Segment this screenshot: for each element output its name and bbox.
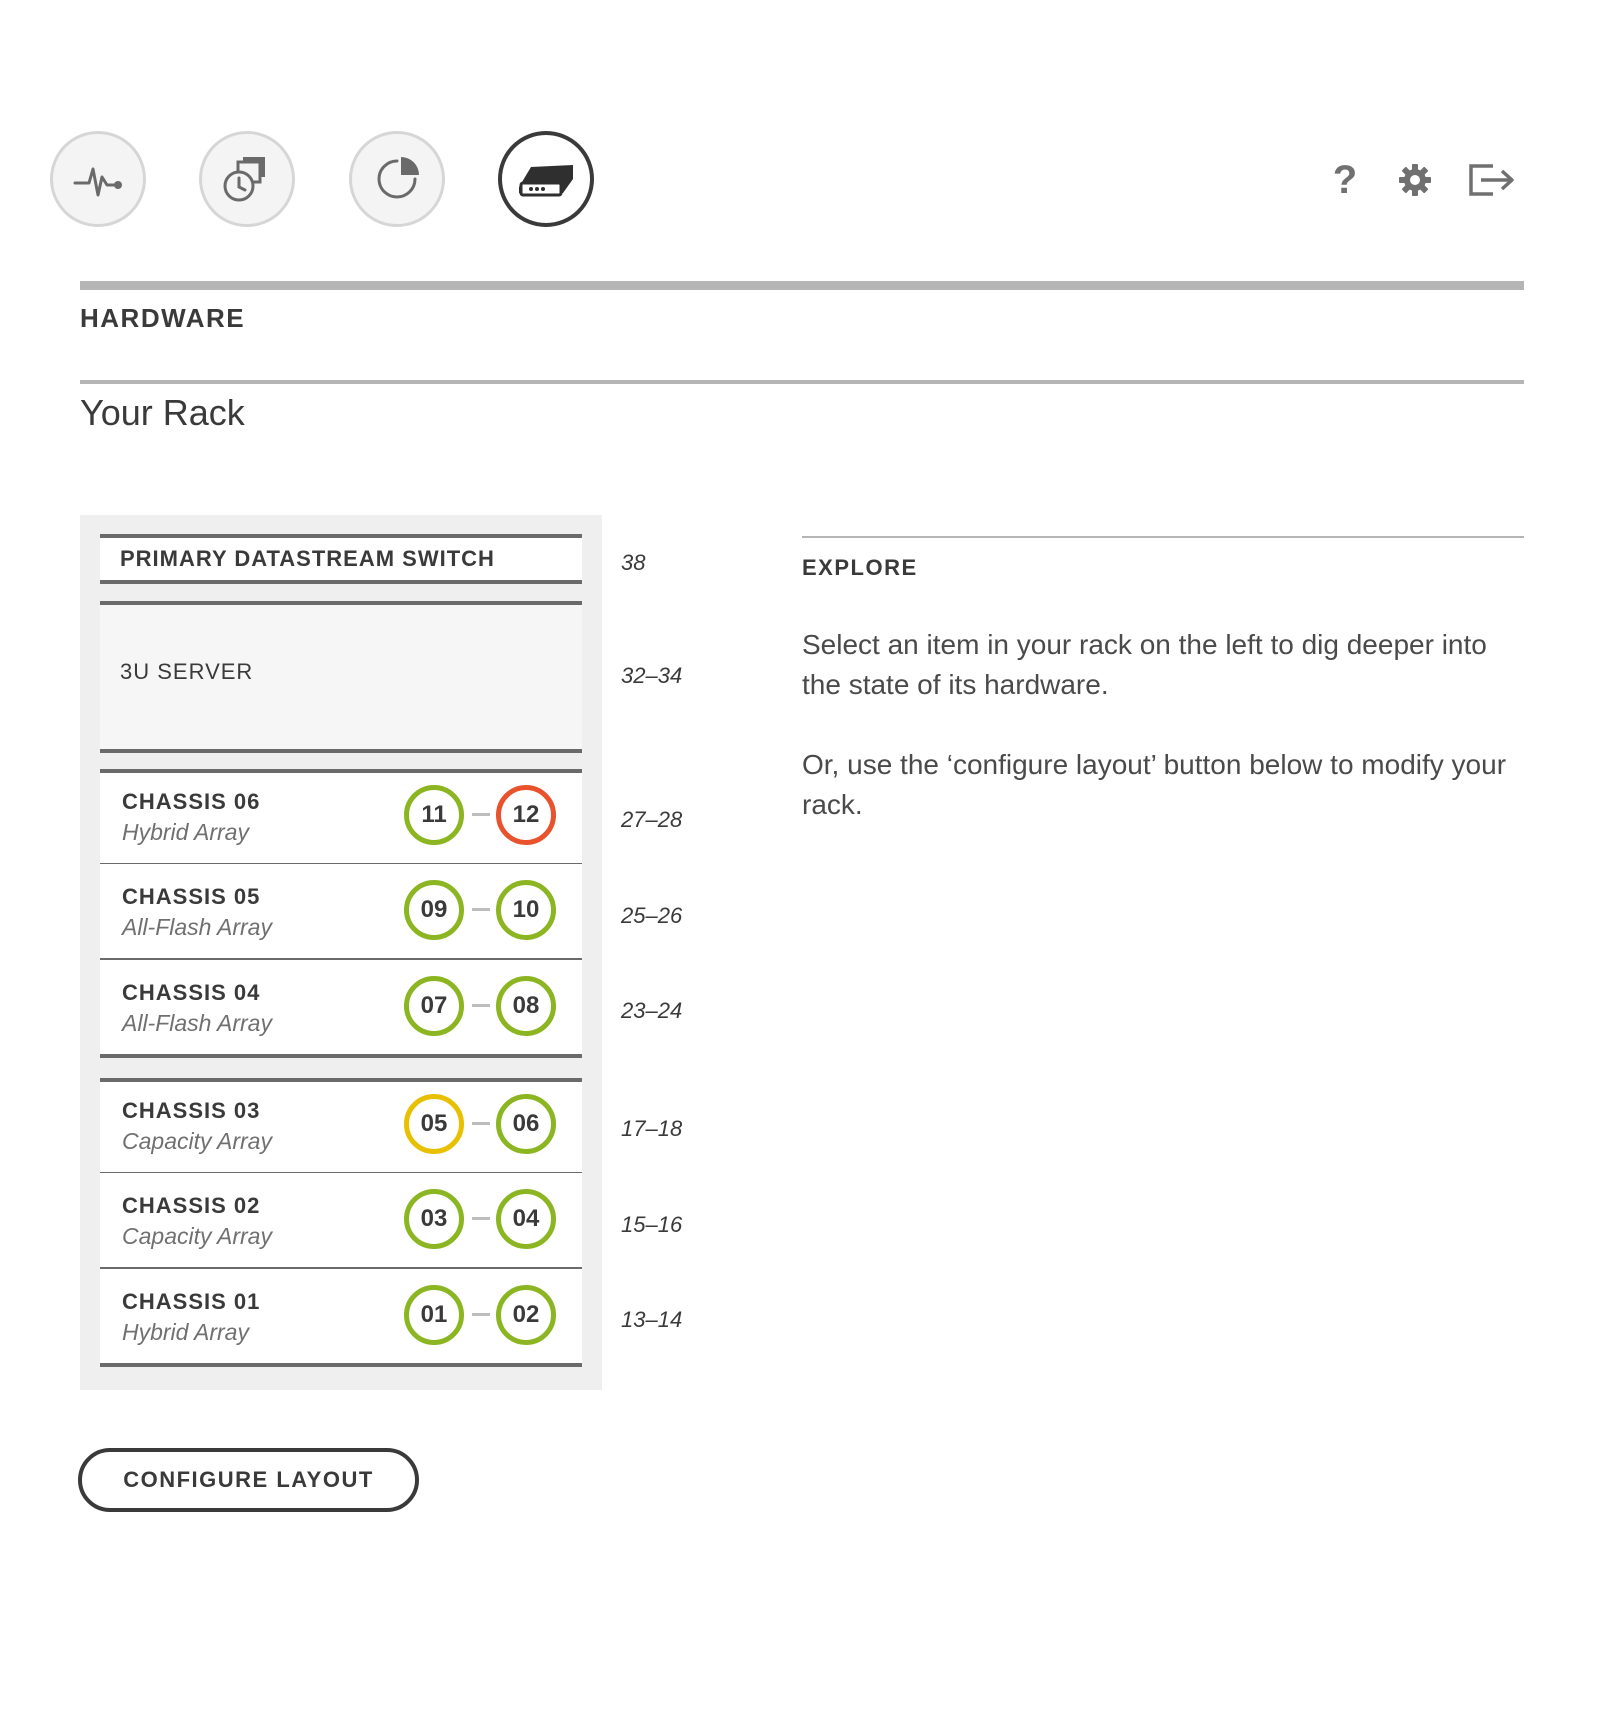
nav-hardware-button[interactable]	[498, 131, 594, 227]
node-12-status-critical[interactable]: 12	[496, 785, 556, 845]
unit-label-chassis-06: 27–28	[621, 807, 683, 832]
nav-history-button[interactable]	[199, 131, 295, 227]
unit-label-chassis-01: 13–14	[621, 1307, 683, 1332]
node-connector	[472, 1217, 490, 1220]
section-title: HARDWARE	[80, 303, 246, 333]
node-01-status-ok[interactable]: 01	[404, 1285, 464, 1345]
pulse-icon	[73, 157, 123, 201]
logout-icon	[1467, 163, 1517, 202]
node-08-status-ok[interactable]: 08	[496, 976, 556, 1036]
server-label: 3U SERVER	[120, 659, 254, 684]
chassis-type: Capacity Array	[122, 1128, 272, 1154]
chassis-name: CHASSIS 02	[122, 1193, 261, 1218]
unit-label-chassis-05: 25–26	[621, 903, 683, 928]
node-connector	[472, 1313, 490, 1316]
node-02-status-ok[interactable]: 02	[496, 1285, 556, 1345]
explore-title: EXPLORE	[802, 555, 918, 580]
node-06-status-ok[interactable]: 06	[496, 1094, 556, 1154]
rack-item-chassis-06[interactable]	[100, 769, 582, 867]
gear-icon	[1397, 162, 1433, 203]
nav-usage-button[interactable]	[349, 131, 445, 227]
unit-label-chassis-02: 15–16	[621, 1212, 683, 1237]
node-05-status-warning[interactable]: 05	[404, 1094, 464, 1154]
node-07-status-ok[interactable]: 07	[404, 976, 464, 1036]
node-03-status-ok[interactable]: 03	[404, 1189, 464, 1249]
usage-chart-icon	[373, 155, 421, 203]
settings-button[interactable]	[1397, 162, 1433, 203]
chassis-name: CHASSIS 01	[122, 1289, 261, 1314]
node-10-status-ok[interactable]: 10	[496, 880, 556, 940]
chassis-type: All-Flash Array	[122, 914, 272, 940]
chassis-name: CHASSIS 04	[122, 980, 261, 1005]
explore-divider	[802, 536, 1524, 538]
unit-label-chassis-03: 17–18	[621, 1116, 683, 1141]
chassis-name: CHASSIS 06	[122, 789, 261, 814]
unit-label-server: 32–34	[621, 663, 683, 688]
logout-button[interactable]	[1467, 163, 1517, 202]
section-divider	[80, 281, 1524, 290]
node-11-status-ok[interactable]: 11	[404, 785, 464, 845]
hardware-icon	[515, 161, 577, 197]
title-divider	[80, 380, 1524, 384]
node-connector	[472, 1004, 490, 1007]
unit-label-chassis-04: 23–24	[621, 998, 683, 1023]
chassis-type: Hybrid Array	[122, 819, 249, 845]
rack-item-3u-server[interactable]	[100, 601, 582, 753]
node-09-status-ok[interactable]: 09	[404, 880, 464, 940]
rack-item-chassis-03[interactable]	[100, 1078, 582, 1176]
rack-item-chassis-04[interactable]	[100, 960, 582, 1058]
node-connector	[472, 908, 490, 911]
nav-pulse-button[interactable]	[50, 131, 146, 227]
node-connector	[472, 813, 490, 816]
switch-label: PRIMARY DATASTREAM SWITCH	[120, 546, 495, 571]
history-icon	[221, 154, 273, 204]
unit-label-switch: 38	[621, 550, 646, 575]
help-icon: ?	[1332, 158, 1358, 202]
chassis-type: Capacity Array	[122, 1223, 272, 1249]
explore-paragraph-1: Select an item in your rack on the left to dig deeper into the state of its hardware.	[802, 629, 1487, 700]
chassis-type: Hybrid Array	[122, 1319, 249, 1345]
page-title: Your Rack	[80, 392, 245, 433]
chassis-name: CHASSIS 03	[122, 1098, 261, 1123]
node-04-status-ok[interactable]: 04	[496, 1189, 556, 1249]
rack-item-primary-switch[interactable]	[100, 534, 582, 584]
configure-layout-button[interactable]: CONFIGURE LAYOUT	[78, 1448, 419, 1512]
explore-paragraph-2: Or, use the ‘configure layout’ button below to modify your rack.	[802, 749, 1507, 820]
chassis-type: All-Flash Array	[122, 1010, 272, 1036]
node-connector	[472, 1122, 490, 1125]
rack-item-chassis-02[interactable]	[100, 1173, 582, 1271]
chassis-name: CHASSIS 05	[122, 884, 261, 909]
rack-item-chassis-05[interactable]	[100, 864, 582, 962]
help-button[interactable]	[1330, 160, 1360, 200]
rack-item-chassis-01[interactable]	[100, 1269, 582, 1367]
